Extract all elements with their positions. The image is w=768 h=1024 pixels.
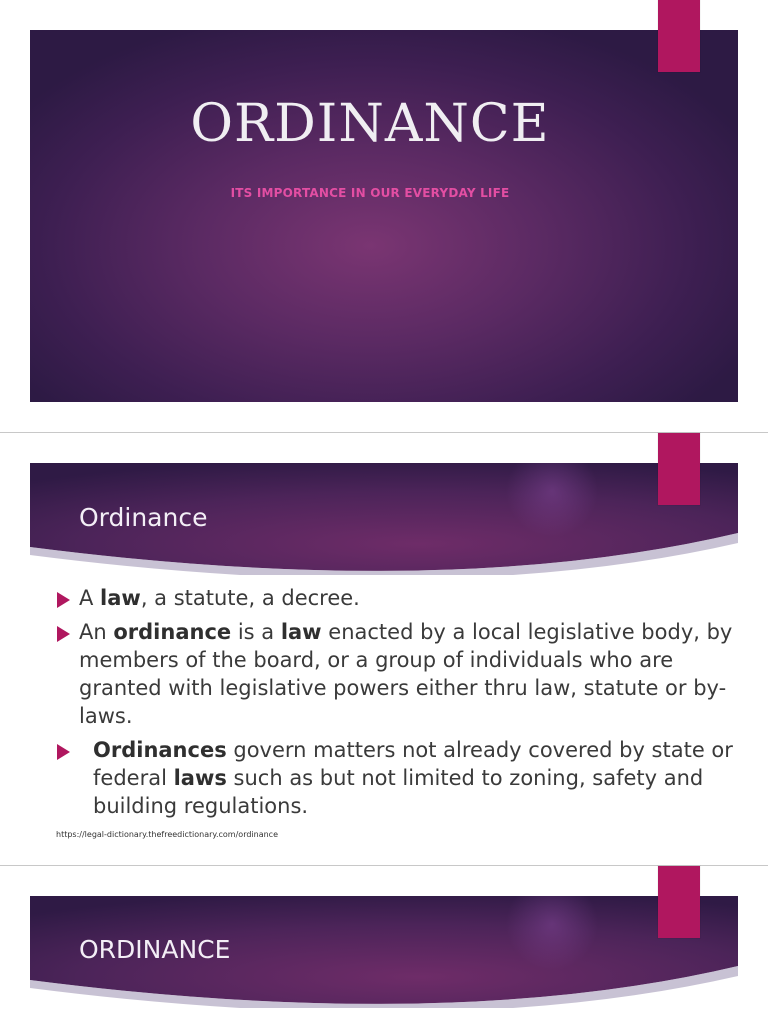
bullet-text (79, 736, 745, 820)
bullet-arrow-icon (57, 592, 70, 608)
text-run: such as but not limited to zoning, safety and building regulations. (93, 766, 704, 818)
text-run: govern matters not already covered by state or federal (93, 738, 733, 790)
bullet-item (55, 736, 745, 820)
bold-term: law (100, 586, 141, 610)
accent-tab (658, 866, 700, 938)
text-run: A (79, 586, 101, 610)
bold-term: laws (173, 766, 227, 790)
bullet-item (55, 618, 745, 730)
title-slide-background (30, 30, 738, 402)
bullet-arrow-icon (57, 626, 70, 642)
slide-title-subtitle: ITS IMPORTANCE IN OUR EVERYDAY LIFE (230, 186, 510, 200)
cropped-slide-text (56, 1016, 656, 1024)
slide-divider (0, 865, 768, 866)
slide-title-heading: ORDINANCE (190, 94, 550, 154)
accent-tab (658, 433, 700, 505)
bullet-item (55, 584, 745, 612)
text-run: , a statute, a decree. (140, 586, 360, 610)
bold-term: law (280, 620, 322, 644)
accent-tab (658, 0, 700, 72)
text-run: enacted by a local legislative body, by members of the board, or a group of individuals who are granted with legislative powers either thru law, statute or by-laws. (79, 620, 733, 728)
bullet-text (79, 620, 732, 728)
slide-heading: Ordinance (79, 503, 208, 532)
bullet-list (55, 584, 745, 826)
slide-divider (0, 432, 768, 433)
source-citation: https://legal-dictionary.thefreedictionary.com/ordinance (56, 830, 279, 839)
bold-term: ordinance (113, 620, 232, 644)
bullet-text (79, 586, 360, 610)
text-run: is a (231, 620, 281, 644)
bullet-arrow-icon (57, 744, 70, 760)
text-run: An (79, 620, 114, 644)
bold-term: Ordinances (93, 738, 227, 762)
slide-heading: ORDINANCE (79, 935, 231, 964)
